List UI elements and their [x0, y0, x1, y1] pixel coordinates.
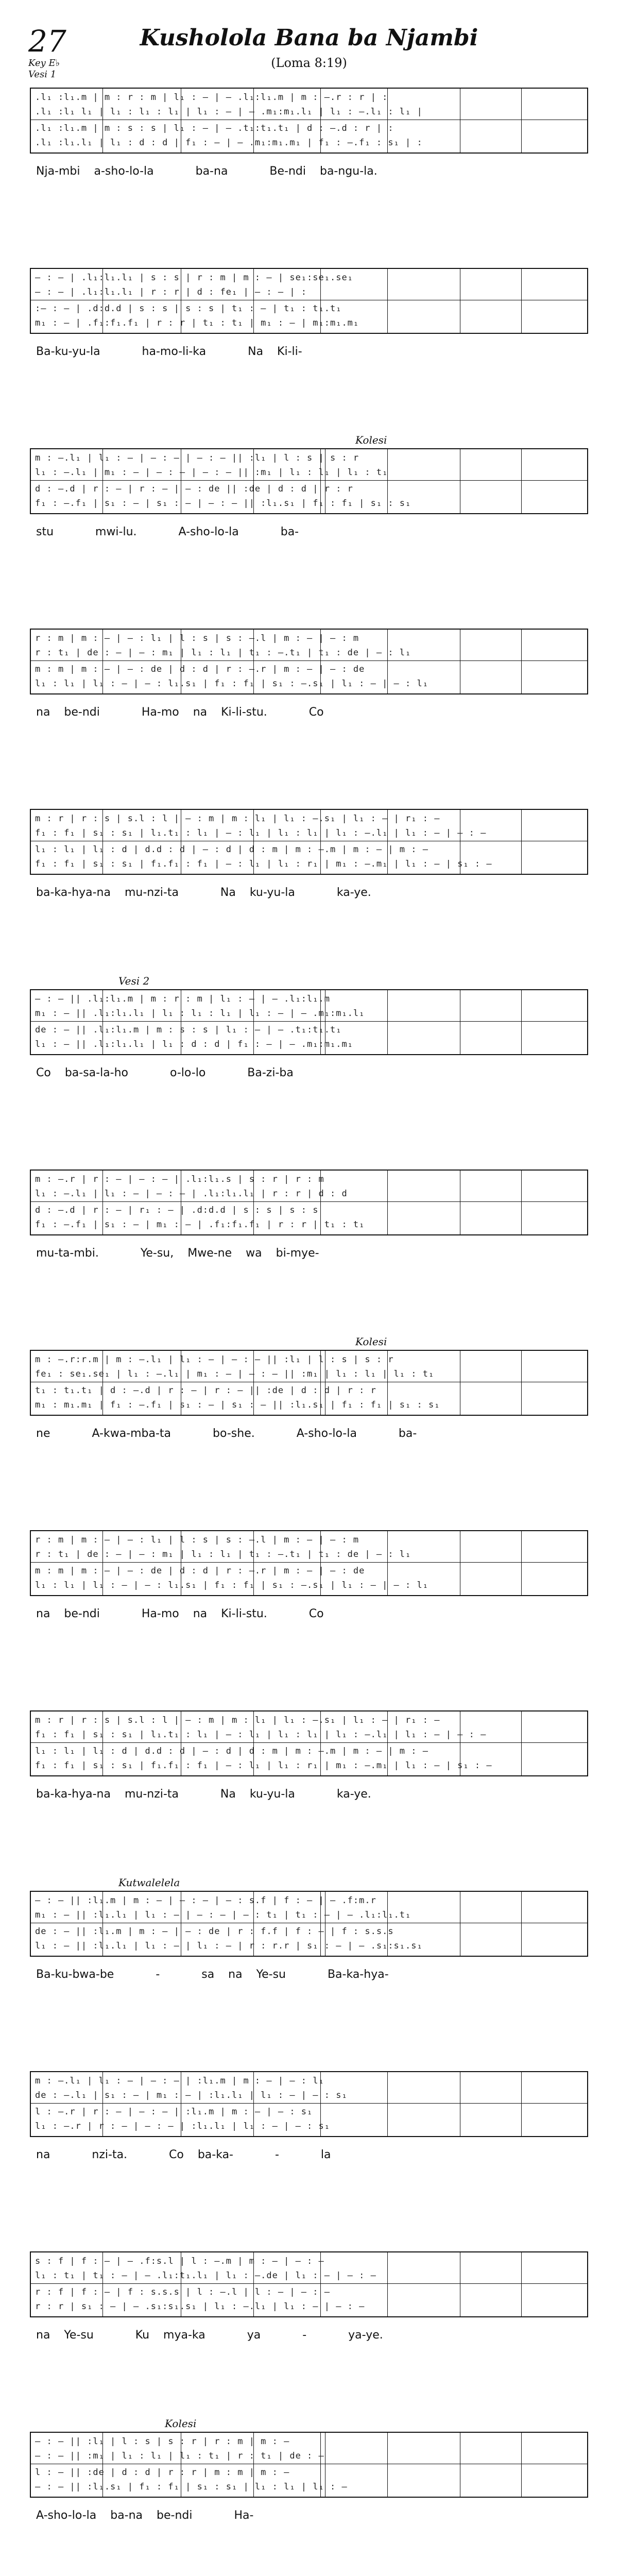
voice-line: t₁ : t₁.t₁ | d : —.d | r : — | r : — || :de | d : d | r : r [35, 1385, 376, 1396]
hymn-number: 27 [28, 24, 66, 59]
voice-divider [30, 2283, 588, 2284]
system-barline [587, 2251, 588, 2317]
music-system [30, 809, 588, 875]
lyric-line: Ba-ku-bwa-be - sa na Ye-su Ba-ka-hya- [36, 1968, 389, 1981]
voice-divider [30, 660, 588, 661]
lyric-line: ne A-kwa-mba-ta bo-she. A-sho-lo-la ba- [36, 1427, 417, 1440]
system-barline [587, 2071, 588, 2137]
voice-line: r : t₁ | de : — | — : m₁ | l₁ : l₁ | t₁ : —.t₁ | t₁ : de | — : l₁ [35, 648, 411, 658]
voice-line: f₁ : —.f₁ | s₁ : — | s₁ : — | — : — || :l₁.s₁ | f₁ : f₁ | s₁ : s₁ [35, 498, 411, 509]
voice-line: l₁ : l₁ | l₁ : d | d.d : d | — : d | d : m | m : —.m | m : — | m : — [35, 1746, 428, 1756]
voice-line: m₁ : m₁.m₁ | f₁ : —.f₁ | s₁ : — | s₁ : — || :l₁.s₁ | f₁ : f₁ | s₁ : s₁ [35, 1400, 440, 1410]
lyric-line: mu-ta-mbi. Ye-su, Mwe-ne wa bi-mye- [36, 1247, 319, 1260]
system-barline [30, 1350, 31, 1416]
voice-line: .l₁ :l₁ l₁ | l₁ : l₁ : l₁ | l₁ : — | — .m₁:m₁.l₁ | l₁ : —.l₁ : l₁ | [35, 107, 423, 117]
key-signature [28, 58, 60, 80]
voice-line: f₁ : f₁ | s₁ : s₁ | l₁.t₁ : l₁ | — : l₁ | l₁ : l₁ | l₁ : —.l₁ | l₁ : — | — : — [35, 1730, 487, 1740]
voice-line: r : r | s₁ : — | — .s₁:s₁.s₁ | l₁ : —.l₁ | l₁ : — | — : — [35, 2301, 365, 2312]
lyric-line: na nzi-ta. Co ba-ka- - la [36, 2148, 331, 2161]
music-system [30, 1530, 588, 1596]
music-system [30, 88, 588, 154]
voice-line: m₁ : — || :l₁.l₁ | l₁ : — | — : — | — : t₁ | t₁ : — | — .l₁:l₁.t₁ [35, 1910, 411, 1920]
voice-line: .l₁ :l₁.m | m : s : s | l₁ : — | — .t₁:t₁.t₁ | d : —.d : r | : [35, 123, 394, 133]
voice-line: m : m | m : — | — : de | d : d | r : —.r | m : — | — : de [35, 1566, 365, 1576]
voice-line: m : —.r | r : — | — : — | .l₁:l₁.s | s : r | r : m [35, 1174, 324, 1184]
music-system [30, 2251, 588, 2317]
system-barline [587, 1170, 588, 1235]
system-barline [587, 1350, 588, 1416]
music-system [30, 1350, 588, 1416]
system-barline [30, 1530, 31, 1596]
voice-line: f₁ : f₁ | s₁ : s₁ | f₁.f₁ : f₁ | — : l₁ | l₁ : r₁ | m₁ : —.m₁ | l₁ : — | s₁ : — [35, 859, 492, 869]
music-system [30, 1170, 588, 1235]
system-barline [587, 1530, 588, 1596]
voice-line: m : r | r : s | s.l : l | — : m | m : l₁ | l₁ : —.s₁ | l₁ : — | r₁ : — [35, 1715, 440, 1725]
system-barline [30, 268, 31, 334]
lyric-line: na Ye-su Ku mya-ka ya - ya-ye. [36, 2329, 383, 2342]
system-barline [587, 448, 588, 514]
voice-line: — : — || .l₁:l₁.m | m : r : m | l₁ : — | — .l₁:l₁.m [35, 994, 330, 1004]
system-barline [587, 629, 588, 694]
system-barline [30, 448, 31, 514]
lyric-line: na be-ndi Ha-mo na Ki-li-stu. Co [36, 1607, 324, 1620]
voice-line: l₁ : l₁ | l₁ : — | — : l₁.s₁ | f₁ : f₁ | s₁ : —.s₁ | l₁ : — | — : l₁ [35, 1580, 428, 1590]
music-system [30, 989, 588, 1055]
voice-divider [30, 2103, 588, 2104]
voice-line: f₁ : f₁ | s₁ : s₁ | f₁.f₁ : f₁ | — : l₁ | l₁ : r₁ | m₁ : —.m₁ | l₁ : — | s₁ : — [35, 1760, 492, 1771]
voice-line: m : r | r : s | s.l : l | — : m | m : l₁ | l₁ : —.s₁ | l₁ : — | r₁ : — [35, 814, 440, 824]
voice-divider [30, 1021, 588, 1022]
music-system [30, 448, 588, 514]
voice-divider [30, 1562, 588, 1563]
voice-line: d : —.d | r : — | r₁ : — | .d:d.d | s : s | s : s [35, 1205, 319, 1215]
section-label: Vesi 2 [118, 975, 150, 987]
voice-divider [30, 480, 588, 481]
system-barline [30, 1170, 31, 1235]
lyric-line: Co ba-sa-la-ho o-lo-lo Ba-zi-ba [36, 1066, 294, 1079]
voice-line: l₁ : l₁ | l₁ : — | — : l₁.s₁ | f₁ : f₁ | s₁ : —.s₁ | l₁ : — | — : l₁ [35, 679, 428, 689]
voice-line: m₁ : — || .l₁:l₁.l₁ | l₁ : l₁ : l₁ | l₁ : — | — .m₁:m₁.l₁ [35, 1008, 365, 1019]
voice-line: f₁ : f₁ | s₁ : s₁ | l₁.t₁ : l₁ | — : l₁ | l₁ : l₁ | l₁ : —.l₁ | l₁ : — | — : — [35, 828, 487, 838]
voice-line: de : —.l₁ | s₁ : — | m₁ : — | :l₁.l₁ | l₁ : — | — : s₁ [35, 2090, 348, 2100]
voice-line: de : — || :l₁.m | m : — | — : de | r : f.f | f : — | f : s.s.s [35, 1926, 394, 1937]
voice-line: m₁ : — | .f₁:f₁.f₁ | r : r | t₁ : t₁ | m₁ : — | m₁:m₁.m₁ [35, 318, 359, 328]
voice-line: l₁ : —.r | r : — | — : — | :l₁.l₁ | l₁ : — | — : s₁ [35, 2121, 330, 2131]
voice-line: .l₁ :l₁.l₁ | l₁ : d : d | f₁ : — | — .m₁:m₁.m₁ | f₁ : —.f₁ : s₁ | : [35, 138, 423, 148]
voice-line: r : f | f : — | f : s.s.s | l : —.l | l : — | — : — [35, 2287, 330, 2297]
system-barline [30, 629, 31, 694]
lyric-line: Ba-ku-yu-la ha-mo-li-ka Na Ki-li- [36, 345, 302, 358]
system-barline [587, 989, 588, 1055]
voice-line: — : — || :m₁ | l₁ : l₁ | l₁ : t₁ | r : t₁ | de : — [35, 2451, 324, 2461]
system-barline [587, 2432, 588, 2498]
lyric-line: ba-ka-hya-na mu-nzi-ta Na ku-yu-la ka-ye. [36, 1788, 371, 1801]
voice-line: m : —.l₁ | l₁ : — | — : — | — : — || :l₁ | l : s | s : r [35, 453, 359, 463]
voice-line: r : t₁ | de : — | — : m₁ | l₁ : l₁ | t₁ : —.t₁ | t₁ : de | — : l₁ [35, 1549, 411, 1560]
voice-line: :— : — | .d:d.d | s : s | s : s | t₁ : — | t₁ : t₁.t₁ [35, 303, 342, 314]
voice-line: l₁ : — || :l₁.l₁ | l₁ : — | l₁ : — | r : r.r | s₁ : — | — .s₁:s₁.s₁ [35, 1941, 423, 1951]
music-system [30, 629, 588, 694]
system-barline [587, 88, 588, 154]
system-barline [587, 268, 588, 334]
music-system [30, 268, 588, 334]
voice-line: — : — | .l₁:l₁.l₁ | r : r | d : fe₁ | — : — | : [35, 287, 307, 297]
system-barline [587, 809, 588, 875]
lyric-line: na be-ndi Ha-mo na Ki-li-stu. Co [36, 706, 324, 719]
lyric-line: ba-ka-hya-na mu-nzi-ta Na ku-yu-la ka-ye. [36, 886, 371, 899]
voice-line: d : —.d | r : — | r : — | — : de || :de | d : d | r : r [35, 484, 353, 494]
voice-line: — : — | .l₁:l₁.l₁ | s : s | r : m | m : — | se₁:se₁.se₁ [35, 273, 353, 283]
system-barline [30, 2071, 31, 2137]
music-system [30, 2432, 588, 2498]
voice-line: de : — || .l₁:l₁.m | m : s : s | l₁ : — | — .t₁:t₁.t₁ [35, 1025, 342, 1035]
system-barline [30, 1710, 31, 1776]
voice-line: l₁ : — || .l₁:l₁.l₁ | l₁ : d : d | f₁ : — | — .m₁:m₁.m₁ [35, 1039, 353, 1049]
voice-line: f₁ : —.f₁ | s₁ : — | m₁ : — | .f₁:f₁.f₁ | r : r | t₁ : t₁ [35, 1219, 365, 1230]
system-barline [30, 809, 31, 875]
voice-line: l₁ : —.l₁ | l₁ : — | — : — | .l₁:l₁.l₁ | r : r | d : d [35, 1189, 348, 1199]
voice-line: l₁ : —.l₁ | m₁ : — | — : — | — : — || :m₁ | l₁ : l₁ | l₁ : t₁ [35, 467, 388, 478]
lyric-line: Nja-mbi a-sho-lo-la ba-na Be-ndi ba-ngu-la. [36, 165, 377, 178]
hymn-title: Kusholola Bana ba Njambi [140, 25, 478, 51]
voice-line: — : — || :l₁.m | m : — | — : — | — : s.f | f : — | — .f:m.r [35, 1895, 376, 1906]
key-label: Key E♭ [28, 58, 60, 69]
voice-line: m : —.r:r.m | m : —.l₁ | l₁ : — | — : — || :l₁ | l : s | s : r [35, 1354, 394, 1365]
voice-line: m : —.l₁ | l₁ : — | — : — | :l₁.m | m : — | — : l₁ [35, 2076, 324, 2086]
music-system [30, 1891, 588, 1957]
voice-divider [30, 1742, 588, 1743]
music-system [30, 2071, 588, 2137]
voice-line: l : — || :de | d : d | r : r | m : m | m : — [35, 2467, 290, 2478]
scripture-reference: (Loma 8:19) [271, 56, 347, 70]
voice-line: .l₁ :l₁.m | m : r : m | l₁ : — | — .l₁:l₁.m | m : —.r : r | : [35, 92, 388, 103]
voice-line: r : m | m : — | — : l₁ | l : s | s : —.l | m : — | — : m [35, 633, 359, 643]
voice-line: r : m | m : — | — : l₁ | l : s | s : —.l | m : — | — : m [35, 1535, 359, 1545]
system-barline [30, 88, 31, 154]
section-label: Kutwalelela [118, 1876, 180, 1889]
system-barline [30, 2432, 31, 2498]
voice-line: m : m | m : — | — : de | d : d | r : —.r | m : — | — : de [35, 664, 365, 674]
system-barline [587, 1710, 588, 1776]
lyric-line: A-sho-lo-la ba-na be-ndi Ha- [36, 2509, 254, 2522]
voice-line: — : — || :l₁.s₁ | f₁ : f₁ | s₁ : s₁ | l₁ : l₁ | l₁ : — [35, 2482, 348, 2492]
section-label: Kolesi [165, 2417, 197, 2430]
voice-line: fe₁ : se₁.se₁ | l₁ : —.l₁ | m₁ : — | — : — || :m₁ | l₁ : l₁ | l₁ : t₁ [35, 1369, 435, 1379]
verse-label: Vesi 1 [28, 69, 57, 80]
voice-line: l₁ : l₁ | l₁ : d | d.d : d | — : d | d : m | m : —.m | m : — | m : — [35, 844, 428, 855]
lyric-line: stu mwi-lu. A-sho-lo-la ba- [36, 526, 299, 538]
system-barline [587, 1891, 588, 1957]
voice-line: s : f | f : — | — .f:s.l | l : —.m | m : — | — : — [35, 2256, 324, 2266]
system-barline [30, 2251, 31, 2317]
system-barline [30, 989, 31, 1055]
system-barline [30, 1891, 31, 1957]
voice-line: l : —.r | r : — | — : — | :l₁.m | m : — | — : s₁ [35, 2107, 313, 2117]
voice-divider [30, 1201, 588, 1202]
section-label: Kolesi [355, 434, 387, 446]
voice-line: — : — || :l₁ | l : s | s : r | r : m | m : — [35, 2436, 290, 2447]
music-system [30, 1710, 588, 1776]
section-label: Kolesi [355, 1335, 387, 1348]
voice-line: l₁ : t₁ | t₁ : — | — .l₁:t₁.l₁ | l₁ : —.de | l₁ : — | — : — [35, 2270, 376, 2281]
